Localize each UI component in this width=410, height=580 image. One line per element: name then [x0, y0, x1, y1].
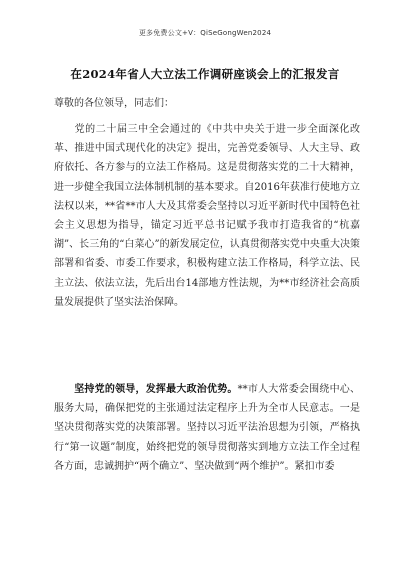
paragraph-1-text: 党的二十届三中全会通过的《中共中央关于进一步全面深化改革、推进中国式现代化的决定》提出，完善党委领导、人大主导、政府依托、各方参与的立法工作格局。这是贯彻落实党的二十大精神，进一步健全我国立法体制机制的基本要求。自2016年获准行使地方立法权以来，**省**市人大及其常委会坚持以习近平新时代中国特色社会主义思想为指导，锚定习近平总书记赋予我市打造我省的“杭嘉湖”、长三角的“白菜心”的新发展定位，认真贯彻落实党中央重大决策部署和省委、市委工作要求，积极构建立法工作格局，科学立法、民主立法、依法立法，先后出台14部地方性法规，为**市经济社会高质量发展提供了坚实法治保障。	[54, 124, 360, 308]
paragraph-2-text: **市人大常委会围绕中心、服务大局，确保把党的主张通过法定程序上升为全市人民意志。一是坚决贯彻落实党的决策部署。坚持以习近平法治思想为引领，严格执行“第一议题”制度，始终把党的领导贯彻落实到地方立法工作全过程各方面，忠诚拥护“两个确立”、坚决做到“两个维护”。紧扣市委	[54, 384, 361, 472]
paragraph-1	[54, 120, 360, 312]
document-title: 在2024年省人大立法工作调研座谈会上的汇报发言	[70, 67, 340, 81]
paragraph-2	[54, 380, 360, 476]
paragraph-2-heading: 坚持党的领导，发挥最大政治优势。	[74, 384, 238, 395]
salutation: 尊敬的各位领导，同志们：	[54, 98, 174, 109]
header-note: 更多免费公文+V：QiSeGongWen2024	[138, 29, 272, 37]
